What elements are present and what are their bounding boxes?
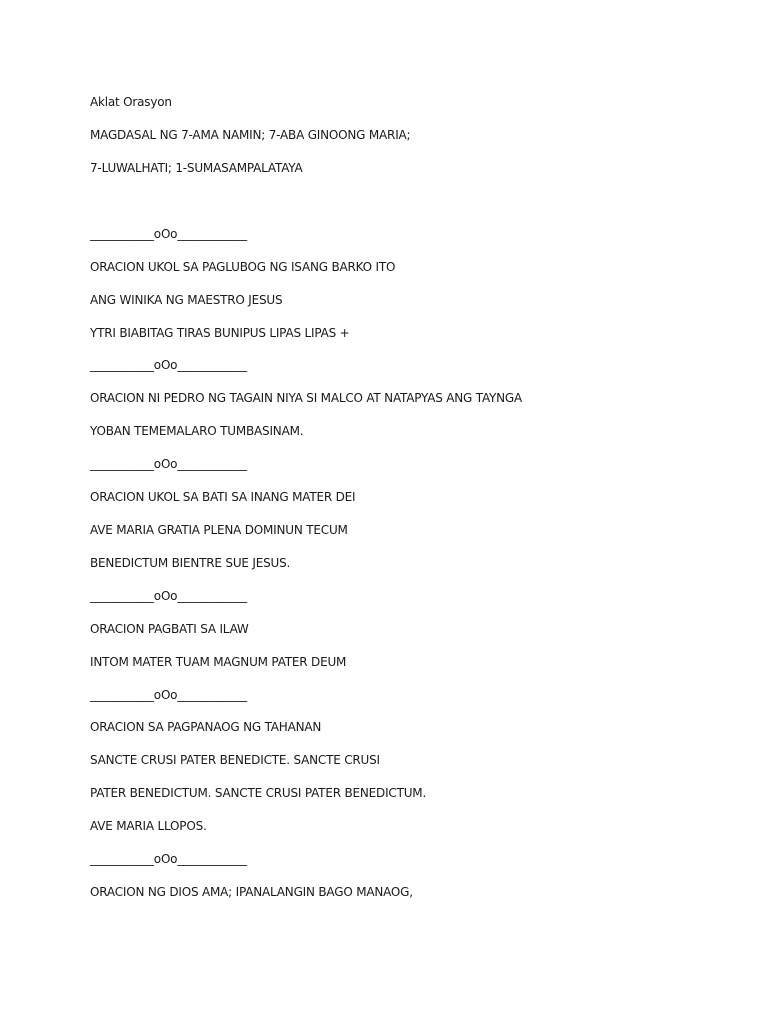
text-line: ORACION SA PAGPANAOG NG TAHANAN bbox=[90, 720, 322, 734]
text-line: ORACION UKOL SA BATI SA INANG MATER DEI bbox=[90, 490, 356, 504]
text-line: YOBAN TEMEMALARO TUMBASINAM. bbox=[90, 424, 304, 438]
separator-line: ___________oOo____________ bbox=[90, 358, 247, 372]
document-title: Aklat Orasyon bbox=[90, 95, 172, 109]
separator-line: ___________oOo____________ bbox=[90, 457, 247, 471]
text-line: AVE MARIA GRATIA PLENA DOMINUN TECUM bbox=[90, 523, 348, 537]
text-line: PATER BENEDICTUM. SANCTE CRUSI PATER BENEDICTUM. bbox=[90, 786, 427, 800]
separator-line: ___________oOo____________ bbox=[90, 688, 247, 702]
text-line: ORACION NG DIOS AMA; IPANALANGIN BAGO MANAOG, bbox=[90, 885, 413, 899]
text-line: INTOM MATER TUAM MAGNUM PATER DEUM bbox=[90, 655, 347, 669]
text-line: BENEDICTUM BIENTRE SUE JESUS. bbox=[90, 556, 291, 570]
text-line: 7-LUWALHATI; 1-SUMASAMPALATAYA bbox=[90, 161, 303, 175]
text-line: YTRI BIABITAG TIRAS BUNIPUS LIPAS LIPAS + bbox=[90, 326, 350, 340]
text-line: AVE MARIA LLOPOS. bbox=[90, 819, 207, 833]
text-line: ORACION NI PEDRO NG TAGAIN NIYA SI MALCO AT NATAPYAS ANG TAYNGA bbox=[90, 391, 523, 405]
text-line: MAGDASAL NG 7-AMA NAMIN; 7-ABA GINOONG MARIA; bbox=[90, 128, 411, 142]
separator-line: ___________oOo____________ bbox=[90, 852, 247, 866]
text-line: ANG WINIKA NG MAESTRO JESUS bbox=[90, 293, 283, 307]
text-line: ORACION PAGBATI SA ILAW bbox=[90, 622, 249, 636]
text-line: ORACION UKOL SA PAGLUBOG NG ISANG BARKO ITO bbox=[90, 260, 396, 274]
separator-line: ___________oOo____________ bbox=[90, 227, 247, 241]
separator-line: ___________oOo____________ bbox=[90, 589, 247, 603]
text-line: SANCTE CRUSI PATER BENEDICTE. SANCTE CRUSI bbox=[90, 753, 380, 767]
